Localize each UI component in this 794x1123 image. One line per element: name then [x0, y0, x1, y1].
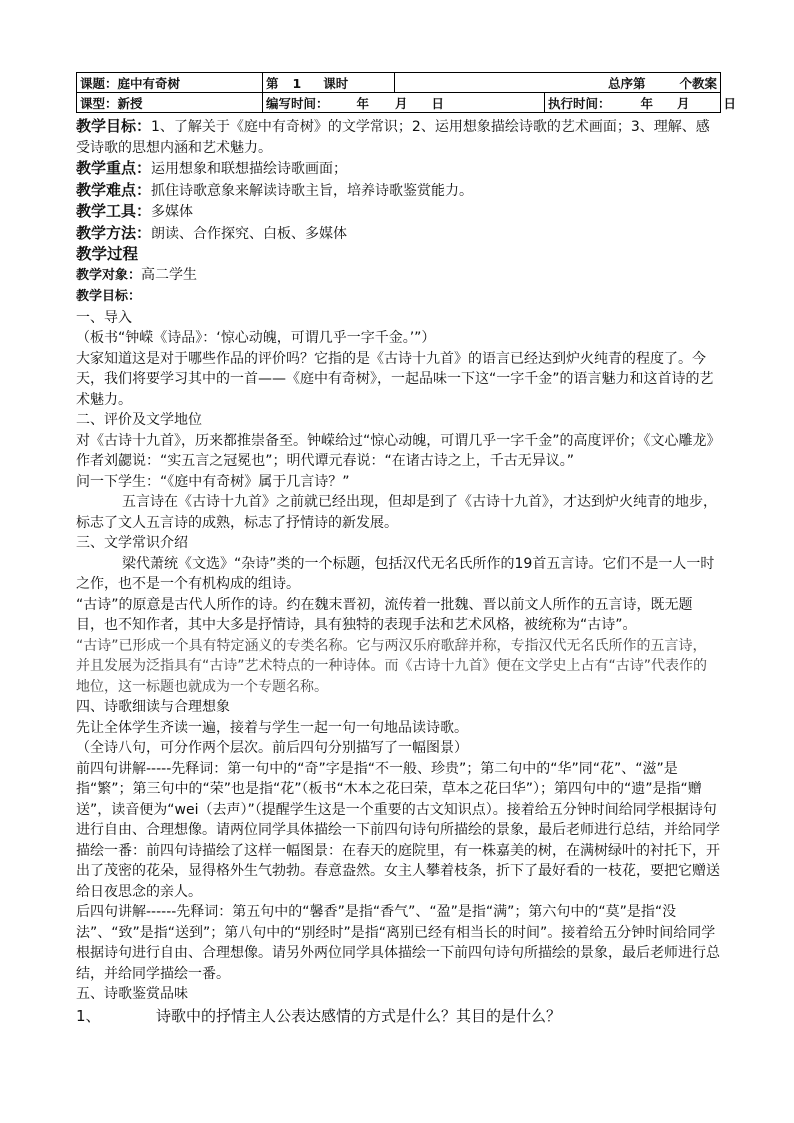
teaching-tools-label: 教学工具： — [76, 202, 152, 220]
teaching-goals-label: 教学目标： — [76, 117, 152, 135]
topic-label: 课题： — [80, 75, 118, 91]
empty-cell — [395, 73, 545, 93]
teaching-difficulty — [76, 180, 720, 202]
header-row-1 — [77, 73, 721, 93]
topic-cell — [77, 73, 263, 93]
teaching-object — [76, 265, 720, 287]
teaching-difficulty-label: 教学难点： — [76, 180, 152, 199]
section-5-question-1 — [76, 1005, 720, 1027]
teaching-goals — [76, 116, 720, 158]
teaching-object-text: 高二学生 — [141, 266, 198, 283]
section-3-paragraph-1: 梁代萧统《文选》“杂诗”类的一个标题，包括汉代无名氏所作的19首五言诗。它们不是一人一时之作，也不是一个有机构成的组诗。 — [76, 555, 715, 592]
period-suffix: 课时 — [323, 75, 349, 91]
type-cell — [77, 93, 263, 113]
lesson-body — [76, 116, 720, 1027]
section-1-board-note: （板书“钟嵘《诗品》：‘惊心动魄，可谓几乎一字千金。’”） — [76, 330, 436, 346]
exec-time-label: 执行时间： — [548, 95, 611, 111]
section-1-paragraph: 大家知道这是对于哪些作品的评价吗？它指的是《古诗十九首》的语言已经达到炉火纯青的程度了。今天，我们将要学习其中的一首——《庭中有奇树》，一起品味一下这“一字千金”的语言魅力和这首诗的艺术魅力。 — [76, 350, 714, 408]
teaching-tools — [76, 201, 720, 223]
teaching-process-heading: 教学过程 — [76, 245, 139, 263]
order-cell — [545, 73, 721, 93]
exec-time-cell — [545, 93, 737, 113]
question-text: 诗歌中的抒情主人公表达感情的方式是什么？其目的是什么？ — [156, 1006, 562, 1025]
section-4-paragraph-1: 先让全体学生齐读一遍，接着与学生一起一句一句地品读诗歌。 — [76, 719, 468, 736]
teaching-tools-text: 多媒体 — [151, 204, 194, 220]
section-4-paragraph-3: 前四句讲解-----先释词：第一句中的“奇”字是指“不一般、珍贵”；第二句中的“华”同“花”、“滋”是指“繁”；第三句中的“荣”也是指“花”（板书“木本之花曰荣，草本之花曰华”）；第四句中的“遗”是指“赠送”，读音便为“wei（去声）”（提醒学生这是一个重要的古文知识点）。接着给五分钟时间给同学根据诗句进行自由、合理想像。请两位同学具体描绘一下前四句诗句所描绘的景象，最后老师进行总结，并给同学描绘一番：前四句诗描绘了这样一幅图景：在春天的庭院里，有一株嘉美的树，在满树绿叶的衬托下，开出了茂密的花朵，显得格外生气勃勃。春意盎然。女主人攀着枝条，折下了最好看的一枝花，要把它赠送给日夜思念的亲人。 — [76, 760, 720, 900]
teaching-focus-label: 教学重点： — [76, 159, 152, 177]
type-label: 课型： — [80, 95, 118, 111]
written-time-cell — [263, 93, 545, 113]
section-5-title: 五、诗歌鉴赏品味 — [76, 986, 188, 1002]
teaching-focus-text: 运用想象和联想描绘诗歌画面； — [151, 161, 348, 177]
teaching-difficulty-text: 抓住诗歌意象来解读诗歌主旨，培养诗歌鉴赏能力。 — [151, 182, 474, 199]
order-suffix: 个教案 — [679, 75, 717, 91]
written-day: 日 — [431, 95, 445, 111]
exec-year: 年 — [640, 95, 654, 111]
period-cell — [263, 73, 395, 93]
teaching-focus — [76, 158, 720, 180]
period-prefix: 第 — [266, 75, 279, 91]
section-2-title: 二、评价及文学地位 — [76, 412, 202, 428]
section-4-title: 四、诗歌细读与合理想象 — [76, 699, 230, 715]
section-4-paragraph-4: 后四句讲解------先释词：第五句中的“馨香”是指“香气”、“盈”是指“满”；第六句中的“莫”是指“没法”、“致”是指“送到”；第八句中的“别经时”是指“离别已经有相当长的时间”。接着给五分钟时间给同学根据诗句进行自由、合理想像。请另外两位同学具体描绘一下前四句诗句所描绘的景象，最后老师进行总结，并给同学描绘一番。 — [76, 904, 720, 982]
written-month: 月 — [395, 95, 408, 111]
order-prefix: 总序第 — [607, 75, 646, 91]
written-year: 年 — [356, 95, 370, 111]
section-2-paragraph-1: 对《古诗十九首》，历来都推崇备至。钟嵘给过“惊心动魄，可谓几乎一字千金”的高度评价；《文心雕龙》作者刘勰说：“实五言之冠冕也”；明代谭元春说：“在诸古诗之上，千古无异议。” — [76, 432, 714, 469]
section-4-paragraph-2: （全诗八句，可分作两个层次。前后四句分别描写了一幅图景） — [76, 740, 468, 756]
teaching-methods-label: 教学方法： — [76, 223, 152, 242]
teaching-goal-2-label: 教学目标： — [76, 289, 142, 304]
lesson-plan-page — [76, 72, 737, 1027]
teaching-methods — [76, 223, 720, 245]
exec-day: 日 — [723, 95, 737, 111]
section-2-question: 问一下学生：“《庭中有奇树》属于几言诗？” — [76, 473, 350, 490]
section-3-title: 三、文学常识介绍 — [76, 535, 188, 551]
teaching-methods-text: 朗读、合作探究、白板、多媒体 — [151, 225, 348, 242]
section-2-paragraph-2: 五言诗在《古诗十九首》之前就已经出现，但却是到了《古诗十九首》，才达到炉火纯青的地步，标志了文人五言诗的成熟，标志了抒情诗的新发展。 — [76, 494, 717, 531]
topic-value: 庭中有奇树 — [117, 75, 181, 91]
section-3-paragraph-3: “古诗”已形成一个具有特定涵义的专类名称。它与两汉乐府歌辞并称，专指汉代无名氏所作的五言诗，并且发展为泛指具有“古诗”艺术特点的一种诗体。而《古诗十九首》便在文学史上占有“古诗”代表作的地位，这一标题也就成为一个专题名称。 — [76, 637, 708, 695]
teaching-goals-text: 1、了解关于《庭中有奇树》的文学常识；2、运用想象描绘诗歌的艺术画面；3、理解、感受诗歌的思想内涵和艺术魅力。 — [76, 119, 710, 156]
header-row-2 — [77, 93, 721, 113]
written-time-label: 编写时间： — [266, 95, 329, 111]
header-table — [76, 72, 737, 113]
period-number: 1 — [292, 75, 302, 91]
type-value: 新授 — [117, 95, 143, 111]
section-3-paragraph-2: “古诗”的原意是古代人所作的诗。约在魏末晋初，流传着一批魏、晋以前文人所作的五言诗，既无题目，也不知作者，其中大多是抒情诗，具有独特的表现手法和艺术风格，被统称为“古诗”。 — [76, 596, 693, 633]
teaching-object-label: 教学对象： — [76, 267, 142, 283]
question-number: 1、 — [76, 1006, 101, 1025]
section-1-title: 一、导入 — [76, 309, 132, 326]
exec-month: 月 — [677, 95, 690, 111]
teaching-goal-2 — [76, 286, 720, 308]
